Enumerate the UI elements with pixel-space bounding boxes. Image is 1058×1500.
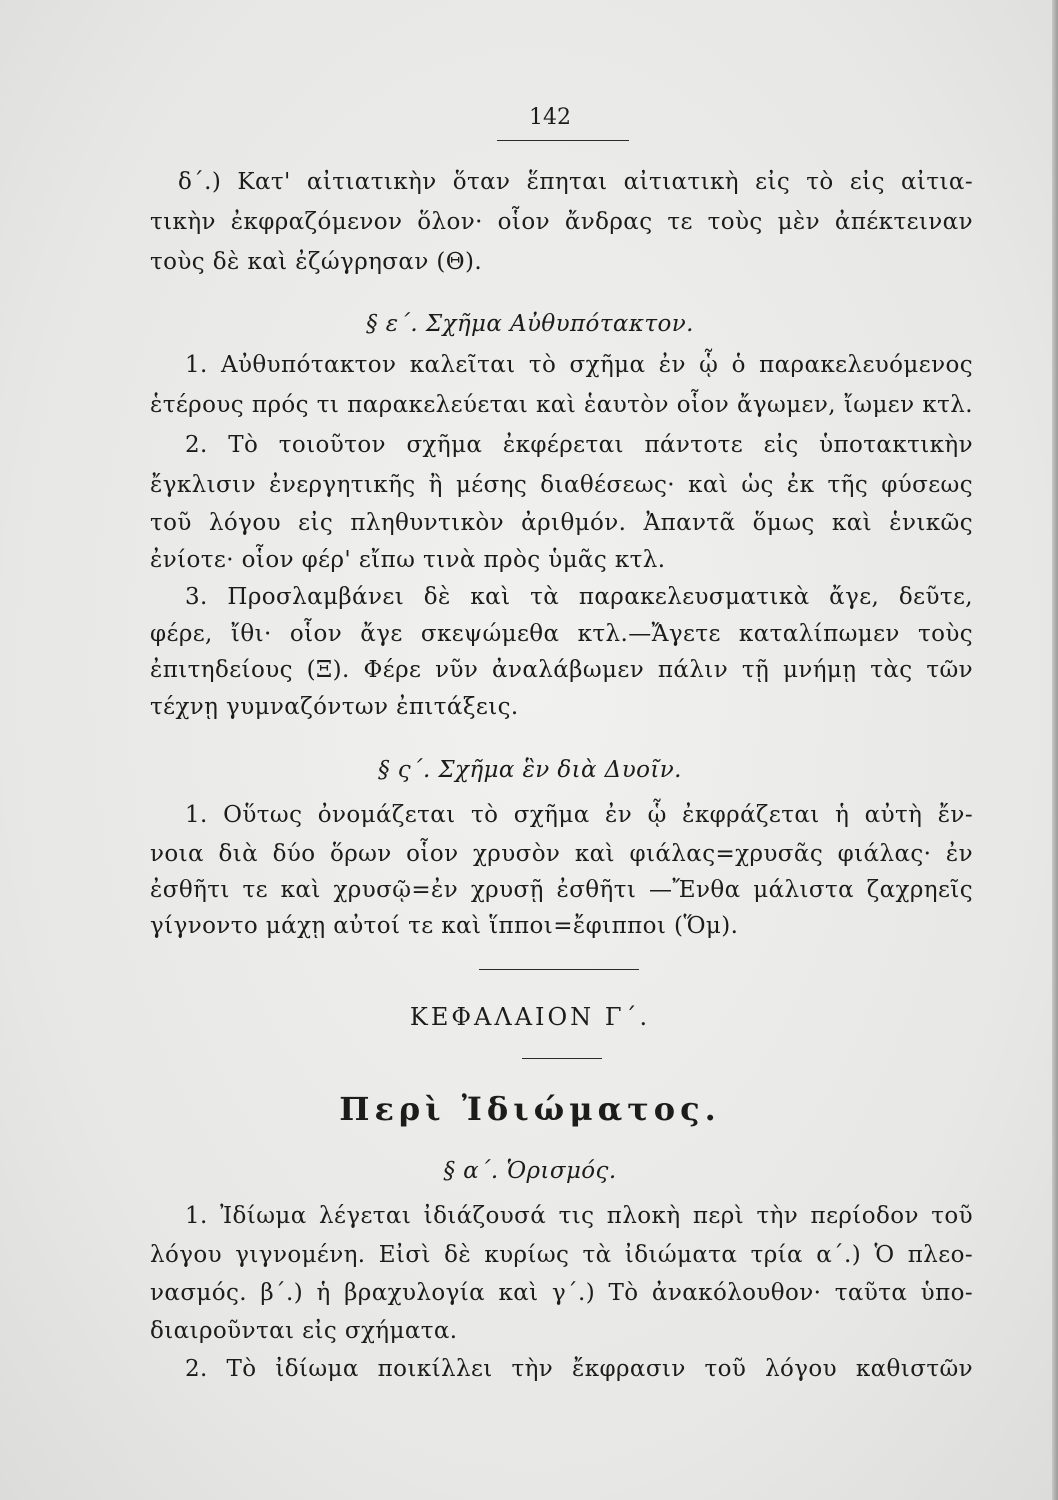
- section-heading: § α΄. Ὁρισμός.: [443, 1158, 617, 1184]
- text-line: λόγου γιγνομένη. Εἰσὶ δὲ κυρίως τὰ ἰδιώματα τρία α΄.) Ὁ πλεο-: [150, 1242, 973, 1268]
- chapter-heading: ΚΕΦΑΛΑΙΟΝ Γ΄.: [409, 1003, 651, 1031]
- header-rule: [497, 140, 629, 141]
- text-line: νασμός. β΄.) ἡ βραχυλογία καὶ γ΄.) Τὸ ἀνακόλουθον· ταῦτα ὑπο-: [150, 1280, 973, 1306]
- text-line: 2. Τὸ τοιοῦτον σχῆμα ἐκφέρεται πάντοτε εἰς ὑποτακτικὴν: [185, 432, 973, 458]
- text-line: ἔγκλισιν ἐνεργητικῆς ἢ μέσης διαθέσεως· καὶ ὡς ἐκ τῆς φύσεως: [150, 472, 973, 498]
- text-line: 3. Προσλαμβάνει δὲ καὶ τὰ παρακελευσματικὰ ἄγε, δεῦτε,: [185, 584, 973, 610]
- text-line: φέρε, ἴθι· οἷον ἄγε σκεψώμεθα κτλ.—Ἄγετε καταλίπωμεν τοὺς: [150, 621, 973, 647]
- page-binding-edge: [1052, 0, 1058, 1500]
- text-line: 1. Οὕτως ὀνομάζεται τὸ σχῆμα ἐν ᾧ ἐκφράζεται ἡ αὐτὴ ἔν-: [185, 802, 973, 828]
- section-heading: § ε΄. Σχῆμα Αὐθυπότακτον.: [366, 311, 694, 337]
- text-line: 1. Ἰδίωμα λέγεται ἰδιάζουσά τις πλοκὴ περὶ τὴν περίοδον τοῦ: [185, 1203, 973, 1229]
- section-heading: § ς΄. Σχῆμα ἓν διὰ Δυοῖν.: [378, 757, 682, 783]
- text-line: διαιροῦνται εἰς σχήματα.: [150, 1318, 458, 1344]
- text-line: ἐσθῆτι τε καὶ χρυσῷ=ἐν χρυσῇ ἐσθῆτι —Ἔνθα μάλιστα ζαχρηεῖς: [150, 877, 973, 903]
- text-line: νοια διὰ δύο ὅρων οἷον χρυσὸν καὶ φιάλας=χρυσᾶς φιάλας· ἐν: [150, 841, 973, 867]
- text-line: τοῦ λόγου εἰς πληθυντικὸν ἀριθμόν. Ἀπαντᾶ ὅμως καὶ ἑνικῶς: [150, 510, 973, 536]
- text-line: 2. Τὸ ἰδίωμα ποικίλλει τὴν ἔκφρασιν τοῦ λόγου καθιστῶν: [185, 1356, 973, 1382]
- text-line: γίγνοντο μάχῃ αὐτοί τε καὶ ἵπποι=ἔφιπποι (Ὅμ).: [150, 913, 739, 939]
- text-line: τέχνῃ γυμναζόντων ἐπιτάξεις.: [150, 694, 519, 720]
- page-number: 142: [529, 105, 571, 130]
- text-line: ἐνίοτε· οἷον φέρ' εἴπω τινὰ πρὸς ὑμᾶς κτλ.: [150, 547, 666, 573]
- text-line: δ΄.) Κατ' αἰτιατικὴν ὅταν ἕπηται αἰτιατικὴ εἰς τὸ εἰς αἰτια-: [178, 169, 973, 195]
- chapter-title: Περὶ Ἰδιώματος.: [339, 1090, 721, 1128]
- section-rule: [479, 969, 639, 970]
- text-line: ἑτέρους πρός τι παρακελεύεται καὶ ἑαυτὸν οἷον ἄγωμεν, ἴωμεν κτλ.: [150, 392, 973, 418]
- text-line: ἐπιτηδείους (Ξ). Φέρε νῦν ἀναλάβωμεν πάλιν τῇ μνήμῃ τὰς τῶν: [150, 657, 973, 683]
- text-line: τοὺς δὲ καὶ ἐζώγρησαν (Θ).: [150, 249, 483, 275]
- text-line: τικὴν ἐκφραζόμενον ὅλον· οἷον ἄνδρας τε τοὺς μὲν ἀπέκτειναν: [150, 209, 973, 235]
- text-line: 1. Αὐθυπότακτον καλεῖται τὸ σχῆμα ἐν ᾧ ὁ παρακελευόμενος: [185, 352, 973, 378]
- chapter-rule: [522, 1058, 602, 1059]
